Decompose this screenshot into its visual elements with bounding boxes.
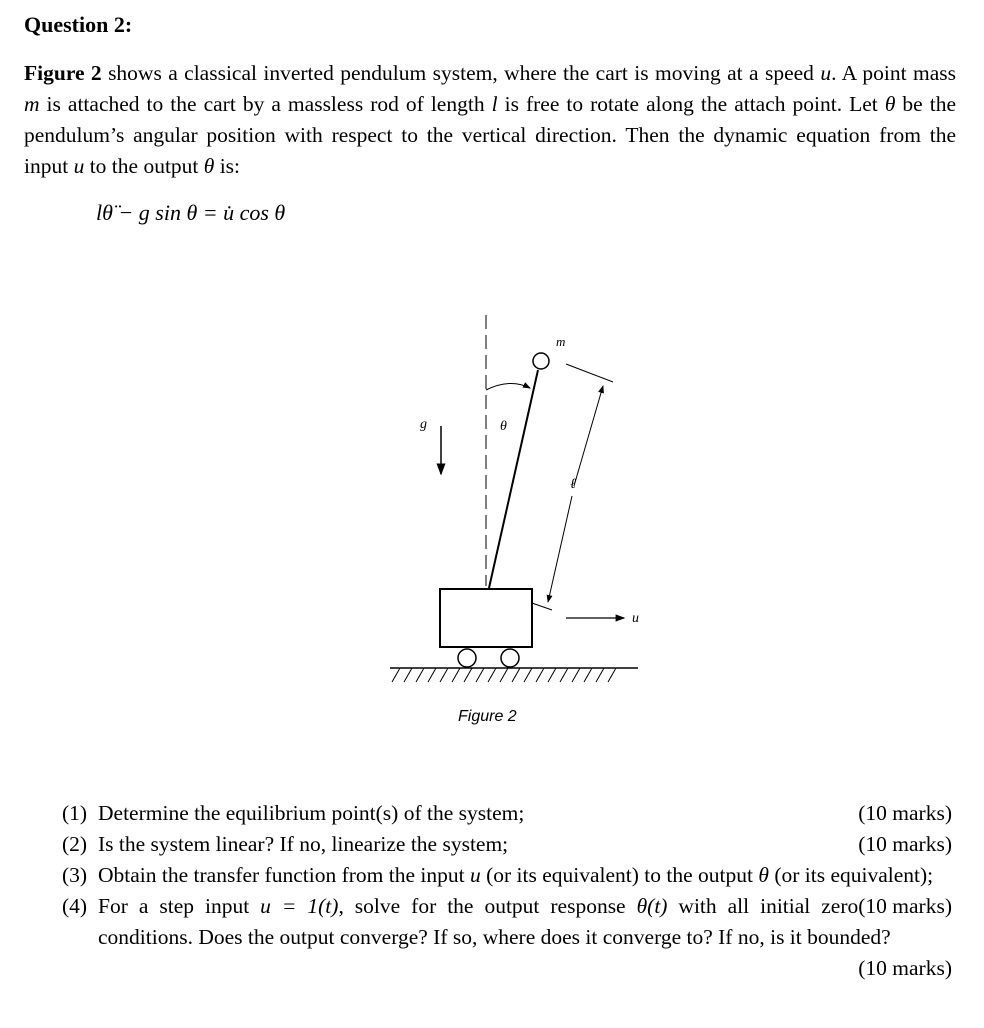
equation-text: lθ̈ − g sin θ = u̇ cos θ (96, 200, 286, 225)
length-arrow-up (574, 386, 603, 486)
var-m: m (24, 92, 40, 116)
var-u: u (469, 863, 481, 887)
figure-caption: Figure 2 (458, 708, 517, 725)
intro-text-2: . A point mass (831, 61, 957, 85)
part-marks: (10 marks) (858, 801, 952, 825)
part-text: Determine the equilibrium point(s) of the system; (98, 801, 525, 825)
intro-text-1: shows a classical inverted pendulum system, where the cart is moving at a speed (101, 61, 821, 85)
part-1 (62, 798, 952, 829)
part-marks: (10 marks) (858, 956, 952, 980)
output-response-expr: θ(t) (636, 894, 668, 918)
var-theta: θ (884, 92, 896, 116)
length-tick-top (566, 364, 613, 382)
question-parts (62, 798, 952, 984)
figure-reference: Figure 2 (24, 61, 102, 85)
var-theta-2: θ (203, 154, 215, 178)
question-heading: Question 2: (24, 12, 133, 37)
label-l: ℓ (570, 477, 576, 492)
part-text-c: (or its equivalent); (768, 863, 934, 887)
label-g: g (420, 417, 427, 432)
part-text-a: Obtain the transfer function from the input (98, 863, 470, 887)
part-text: Is the system linear? If no, linearize the system; (98, 832, 509, 856)
part-text-b: , solve for the output response (338, 894, 637, 918)
part-marks: (10 marks) (858, 894, 952, 918)
part-text-a: For a step input (98, 894, 261, 918)
var-u: u (820, 61, 832, 85)
part-marks: (10 marks) (858, 832, 952, 856)
part-2 (62, 829, 952, 860)
wheel-right (501, 649, 519, 667)
part-text-c: with all initial zero conditions. Does the output converge? If so, where does it converge to? If no, is it bounded? (98, 894, 891, 949)
intro-text-6: to the output (84, 154, 204, 178)
label-u: u (632, 611, 639, 626)
inverted-pendulum-figure (370, 300, 660, 740)
length-arrow-down (548, 496, 572, 602)
label-theta: θ (500, 419, 507, 434)
var-l: l (491, 92, 498, 116)
intro-text-7: is: (214, 154, 241, 178)
part-4 (62, 891, 952, 980)
point-mass (533, 353, 549, 369)
pendulum-rod (489, 370, 538, 588)
var-u-2: u (73, 154, 85, 178)
part-number: (2) (62, 832, 88, 856)
ground-hatching (392, 668, 616, 682)
cart (440, 589, 532, 647)
label-m: m (556, 334, 566, 349)
part-number: (4) (62, 894, 88, 918)
intro-text-4: is free to rotate along the attach point. Let (497, 92, 885, 116)
intro-text-5: be the pendulum’s angular position with respect to the vertical direction. Then the dynamic equation from the input (24, 92, 956, 178)
theta-arc (486, 383, 530, 390)
part-number: (1) (62, 801, 88, 825)
dynamic-equation (96, 200, 285, 226)
step-input-expr: u = 1(t) (260, 894, 339, 918)
intro-text-3: is attached to the cart by a massless rod of length (39, 92, 492, 116)
part-text-b: (or its equivalent) to the output (480, 863, 759, 887)
question-intro (24, 58, 956, 182)
wheel-left (458, 649, 476, 667)
part-number: (3) (62, 863, 88, 887)
var-theta: θ (758, 863, 769, 887)
